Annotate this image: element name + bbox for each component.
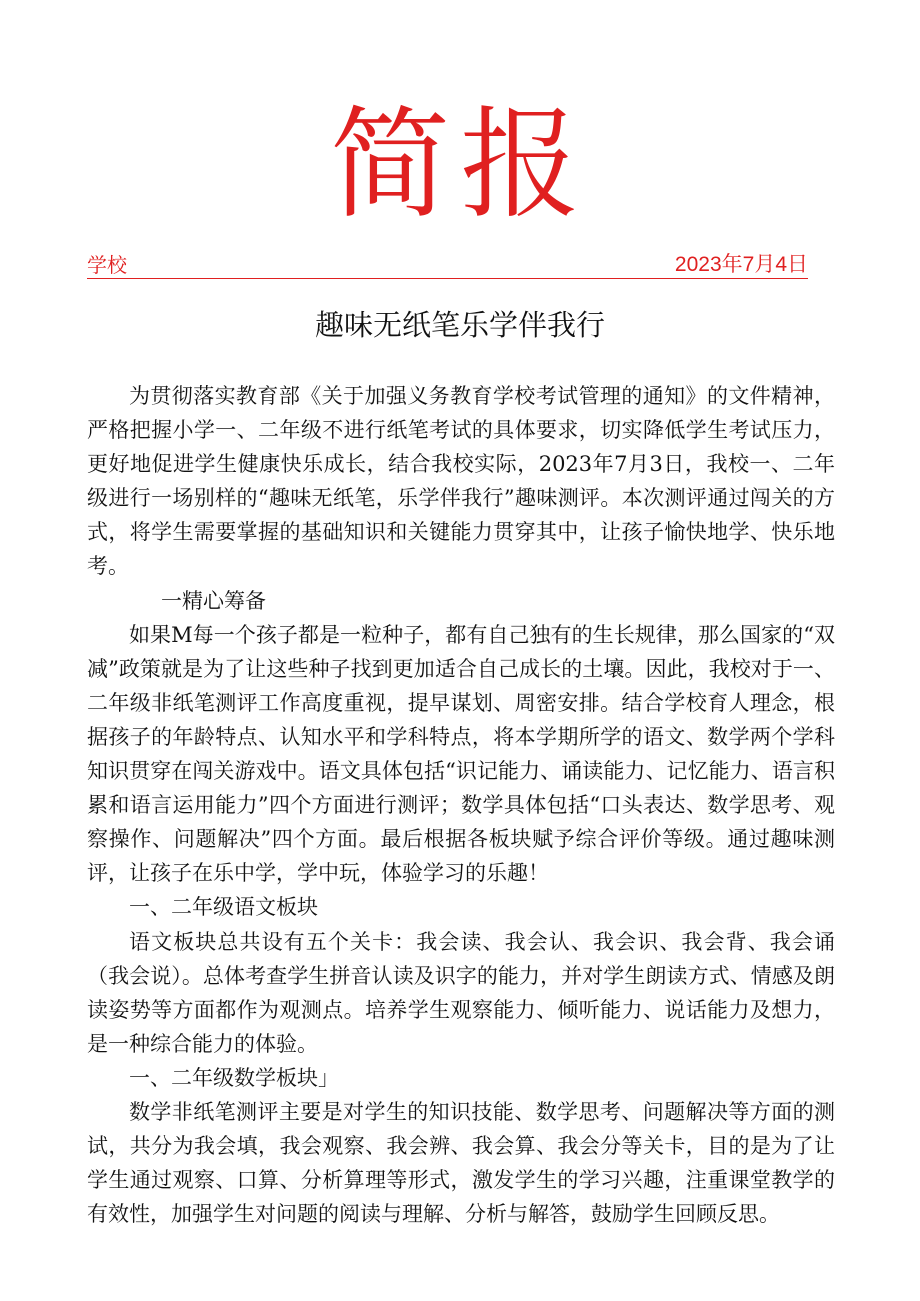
intro-paragraph: 为贯彻落实教育部《关于加强义务教育学校考试管理的通知》的文件精神，严格把握小学一、二年级不进行纸笔考试的具体要求，切实降低学生考试压力，更好地促进学生健康快乐成长，结合我校实际，2023年7月3日，我校一、二年级进行一场别样的“趣味无纸笔，乐学伴我行”趣味测评。本次测评通过闯关的方式，将学生需要掌握的基础知识和关键能力贯穿其中，让孩子愉快地学、快乐地考。: [87, 384, 835, 579]
section-heading-preparation: 一精心筹备: [161, 588, 266, 613]
math-paragraph: 数学非纸笔测评主要是对学生的知识技能、数学思考、问题解决等方面的测试，共分为我会填，我会观察、我会辨、我会算、我会分等关卡，目的是为了让学生通过观察、口算、分析算理等形式，激发学生的学习兴趣，注重课堂教学的有效性，加强学生对问题的阅读与理解、分析与解答，鼓励学生回顾反思。: [87, 1099, 835, 1227]
chinese-paragraph: 语文板块总共设有五个关卡：我会读、我会认、我会识、我会背、我会诵（我会说）。总体考查学生拼音认读及识字的能力，并对学生朗读方式、情感及朗读姿势等方面都作为观测点。培养学生观察能力、倾听能力、说话能力及想力，是一种综合能力的体验。: [87, 929, 835, 1056]
section-heading-chinese: 一、二年级语文板块: [129, 895, 318, 920]
section-heading-math: 一、二年级数学板块」: [129, 1065, 339, 1090]
article-body: [87, 379, 835, 1231]
preparation-paragraph: 如果M每一个孩子都是一粒种子，都有自己独有的生长规律，那么国家的“双减”政策就是为了让这些种子找到更加适合自己成长的土壤。因此，我校对于一、二年级非纸笔测评工作高度重视，提早谋划、周密安排。结合学校育人理念，根据孩子的年龄特点、认知水平和学科特点，将本学期所学的语文、数学两个学科知识贯穿在闯关游戏中。语文具体包括“识记能力、诵读能力、记忆能力、语言积累和语言运用能力”四个方面进行测评；数学具体包括“口头表达、数学思考、观察操作、问题解决”四个方面。最后根据各板块赋予综合评价等级。通过趣味测评，让孩子在乐中学，学中玩，体验学习的乐趣！: [87, 622, 835, 886]
school-label: 学校: [87, 253, 127, 277]
issue-date: 2023年7月4日: [674, 253, 808, 276]
meta-rule: [87, 252, 808, 279]
masthead-title: 简报: [330, 96, 590, 235]
article-headline: 趣味无纸笔乐学伴我行: [314, 308, 605, 342]
